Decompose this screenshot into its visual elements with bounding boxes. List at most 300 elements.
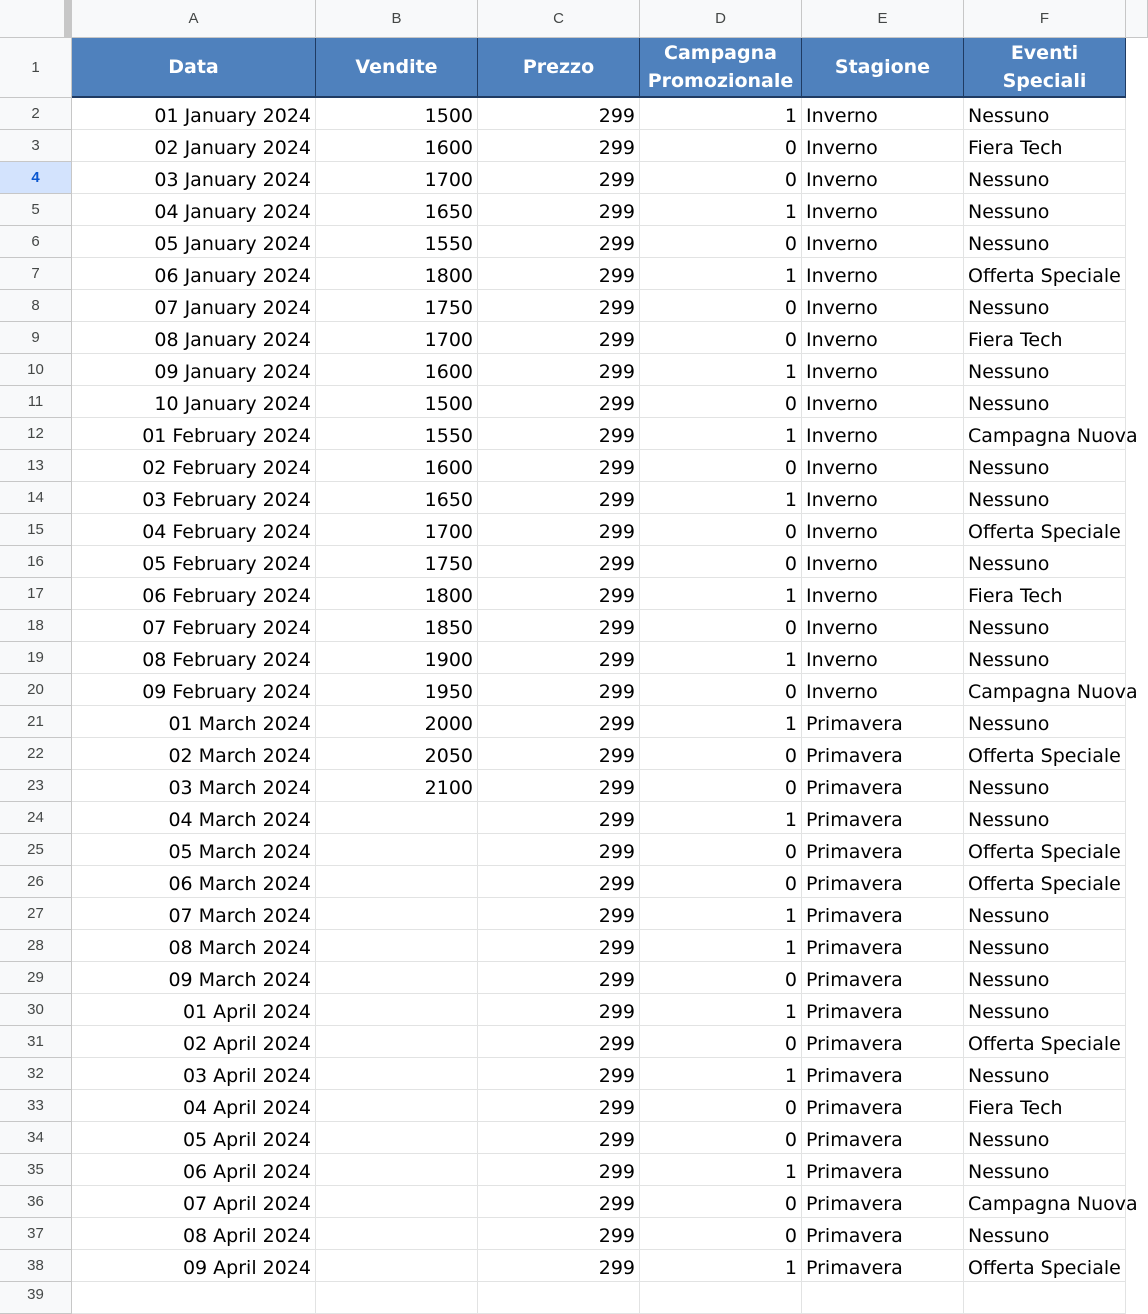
- cell-data[interactable]: 02 April 2024: [72, 1026, 316, 1058]
- cell-stagione[interactable]: Inverno: [802, 546, 964, 578]
- cell-prezzo[interactable]: 299: [478, 130, 640, 162]
- column-header-e[interactable]: E: [802, 0, 964, 38]
- cell-campagna[interactable]: 1: [640, 930, 802, 962]
- cell-campagna[interactable]: 1: [640, 258, 802, 290]
- cell-vendite[interactable]: 1700: [316, 162, 478, 194]
- table-row: [0, 866, 1126, 898]
- cell-campagna[interactable]: 0: [640, 1218, 802, 1250]
- cell-stagione[interactable]: Inverno: [802, 162, 964, 194]
- cell-prezzo[interactable]: 299: [478, 1154, 640, 1186]
- cell-campagna[interactable]: 0: [640, 514, 802, 546]
- cell-stagione[interactable]: Inverno: [802, 482, 964, 514]
- cell-data[interactable]: 09 February 2024: [72, 674, 316, 706]
- cell-vendite[interactable]: [316, 1154, 478, 1186]
- cell-stagione[interactable]: Primavera: [802, 706, 964, 738]
- cell-vendite[interactable]: 1700: [316, 514, 478, 546]
- cell-campagna[interactable]: 1: [640, 354, 802, 386]
- cell-vendite[interactable]: [316, 962, 478, 994]
- cell-stagione[interactable]: Primavera: [802, 1186, 964, 1218]
- cell-prezzo[interactable]: 299: [478, 194, 640, 226]
- cell-prezzo[interactable]: 299: [478, 738, 640, 770]
- cell-campagna[interactable]: 0: [640, 290, 802, 322]
- header-cell-data[interactable]: Data: [72, 38, 316, 98]
- cell-eventi[interactable]: Nessuno: [964, 898, 1126, 930]
- cell-vendite[interactable]: [316, 1026, 478, 1058]
- row-header[interactable]: 14: [0, 482, 72, 514]
- row-header[interactable]: 23: [0, 770, 72, 802]
- cell-vendite[interactable]: 2000: [316, 706, 478, 738]
- cell-stagione[interactable]: Primavera: [802, 994, 964, 1026]
- row-header[interactable]: 28: [0, 930, 72, 962]
- cell-data[interactable]: 07 March 2024: [72, 898, 316, 930]
- cell-stagione[interactable]: Inverno: [802, 354, 964, 386]
- cell-campagna[interactable]: 1: [640, 1250, 802, 1282]
- row-header[interactable]: 16: [0, 546, 72, 578]
- cell-prezzo[interactable]: 299: [478, 482, 640, 514]
- cell-data[interactable]: 04 March 2024: [72, 802, 316, 834]
- cell-eventi[interactable]: Nessuno: [964, 226, 1126, 258]
- sheet-rows: [0, 38, 1138, 1314]
- row-header[interactable]: 32: [0, 1058, 72, 1090]
- cell-data[interactable]: 08 February 2024: [72, 642, 316, 674]
- cell-prezzo[interactable]: 299: [478, 1186, 640, 1218]
- cell-campagna[interactable]: 1: [640, 1154, 802, 1186]
- cell-prezzo[interactable]: 299: [478, 834, 640, 866]
- cell-eventi[interactable]: Nessuno: [964, 354, 1126, 386]
- cell-campagna[interactable]: 1: [640, 1058, 802, 1090]
- cell-eventi[interactable]: Nessuno: [964, 1154, 1126, 1186]
- cell-stagione[interactable]: Primavera: [802, 834, 964, 866]
- cell-stagione[interactable]: Primavera: [802, 1122, 964, 1154]
- cell-stagione[interactable]: Inverno: [802, 226, 964, 258]
- empty-cell[interactable]: [72, 1282, 316, 1314]
- cell-campagna[interactable]: 0: [640, 546, 802, 578]
- cell-stagione[interactable]: Inverno: [802, 194, 964, 226]
- cell-eventi[interactable]: Offerta Speciale: [964, 834, 1126, 866]
- cell-eventi[interactable]: Fiera Tech: [964, 130, 1126, 162]
- cell-data[interactable]: 03 March 2024: [72, 770, 316, 802]
- cell-data[interactable]: 06 January 2024: [72, 258, 316, 290]
- cell-vendite[interactable]: 1600: [316, 130, 478, 162]
- cell-eventi[interactable]: Nessuno: [964, 770, 1126, 802]
- cell-data[interactable]: 10 January 2024: [72, 386, 316, 418]
- cell-campagna[interactable]: 1: [640, 418, 802, 450]
- cell-campagna[interactable]: 1: [640, 642, 802, 674]
- row-header[interactable]: 37: [0, 1218, 72, 1250]
- cell-data[interactable]: 01 February 2024: [72, 418, 316, 450]
- cell-prezzo[interactable]: 299: [478, 994, 640, 1026]
- cell-prezzo[interactable]: 299: [478, 802, 640, 834]
- cell-data[interactable]: 04 February 2024: [72, 514, 316, 546]
- row-header[interactable]: 3: [0, 130, 72, 162]
- cell-prezzo[interactable]: 299: [478, 386, 640, 418]
- row-header[interactable]: 17: [0, 578, 72, 610]
- row-header[interactable]: 30: [0, 994, 72, 1026]
- cell-prezzo[interactable]: 299: [478, 514, 640, 546]
- cell-prezzo[interactable]: 299: [478, 354, 640, 386]
- cell-data[interactable]: 03 January 2024: [72, 162, 316, 194]
- row-header[interactable]: 36: [0, 1186, 72, 1218]
- cell-vendite[interactable]: [316, 1090, 478, 1122]
- cell-vendite[interactable]: [316, 898, 478, 930]
- cell-campagna[interactable]: 1: [640, 898, 802, 930]
- table-row: [0, 226, 1126, 258]
- cell-vendite[interactable]: [316, 834, 478, 866]
- cell-vendite[interactable]: 1950: [316, 674, 478, 706]
- cell-campagna[interactable]: 0: [640, 226, 802, 258]
- cell-data[interactable]: 09 April 2024: [72, 1250, 316, 1282]
- cell-eventi[interactable]: Offerta Speciale: [964, 1250, 1126, 1282]
- cell-campagna[interactable]: 0: [640, 834, 802, 866]
- cell-vendite[interactable]: [316, 1058, 478, 1090]
- cell-prezzo[interactable]: 299: [478, 450, 640, 482]
- table-row: [0, 290, 1126, 322]
- cell-stagione[interactable]: Primavera: [802, 1026, 964, 1058]
- row-header[interactable]: 4: [0, 162, 72, 194]
- cell-stagione[interactable]: Inverno: [802, 578, 964, 610]
- cell-stagione[interactable]: Inverno: [802, 418, 964, 450]
- cell-campagna[interactable]: 1: [640, 706, 802, 738]
- cell-campagna[interactable]: 0: [640, 866, 802, 898]
- table-row: [0, 1090, 1126, 1122]
- table-row: [0, 482, 1126, 514]
- row-header[interactable]: 12: [0, 418, 72, 450]
- cell-vendite[interactable]: [316, 1122, 478, 1154]
- row-header[interactable]: 21: [0, 706, 72, 738]
- column-header-a[interactable]: A: [72, 0, 316, 38]
- cell-data[interactable]: 05 March 2024: [72, 834, 316, 866]
- row-header[interactable]: 35: [0, 1154, 72, 1186]
- cell-campagna[interactable]: 0: [640, 962, 802, 994]
- cell-campagna[interactable]: 0: [640, 322, 802, 354]
- cell-data[interactable]: 04 January 2024: [72, 194, 316, 226]
- table-row: [0, 578, 1126, 610]
- header-cell-stagione[interactable]: Stagione: [802, 38, 964, 98]
- cell-eventi[interactable]: Nessuno: [964, 386, 1126, 418]
- cell-stagione[interactable]: Primavera: [802, 770, 964, 802]
- cell-eventi[interactable]: Campagna Nuova: [964, 418, 1126, 450]
- header-cell-campagna[interactable]: Campagna Promozionale: [640, 38, 802, 98]
- cell-vendite[interactable]: [316, 1250, 478, 1282]
- cell-prezzo[interactable]: 299: [478, 1218, 640, 1250]
- cell-campagna[interactable]: 1: [640, 98, 802, 130]
- cell-campagna[interactable]: 0: [640, 738, 802, 770]
- cell-eventi[interactable]: Campagna Nuova: [964, 1186, 1126, 1218]
- cell-vendite[interactable]: 1600: [316, 354, 478, 386]
- empty-cell[interactable]: [964, 1282, 1126, 1314]
- cell-data[interactable]: 06 March 2024: [72, 866, 316, 898]
- cell-eventi[interactable]: Nessuno: [964, 290, 1126, 322]
- cell-data[interactable]: 09 March 2024: [72, 962, 316, 994]
- cell-prezzo[interactable]: 299: [478, 898, 640, 930]
- cell-vendite[interactable]: 1600: [316, 450, 478, 482]
- cell-eventi[interactable]: Fiera Tech: [964, 578, 1126, 610]
- cell-prezzo[interactable]: 299: [478, 642, 640, 674]
- cell-data[interactable]: 08 March 2024: [72, 930, 316, 962]
- cell-stagione[interactable]: Inverno: [802, 450, 964, 482]
- table-row: [0, 322, 1126, 354]
- select-all-corner[interactable]: [0, 0, 72, 38]
- cell-vendite[interactable]: 1650: [316, 482, 478, 514]
- table-row: [0, 1282, 1126, 1314]
- row-header[interactable]: 5: [0, 194, 72, 226]
- cell-prezzo[interactable]: 299: [478, 98, 640, 130]
- row-header[interactable]: 39: [0, 1282, 72, 1314]
- cell-vendite[interactable]: 1650: [316, 194, 478, 226]
- cell-data[interactable]: 01 January 2024: [72, 98, 316, 130]
- cell-campagna[interactable]: 1: [640, 194, 802, 226]
- empty-cell[interactable]: [316, 1282, 478, 1314]
- cell-prezzo[interactable]: 299: [478, 866, 640, 898]
- cell-vendite[interactable]: 2100: [316, 770, 478, 802]
- cell-campagna[interactable]: 1: [640, 482, 802, 514]
- cell-data[interactable]: 08 January 2024: [72, 322, 316, 354]
- cell-stagione[interactable]: Inverno: [802, 674, 964, 706]
- cell-prezzo[interactable]: 299: [478, 962, 640, 994]
- cell-stagione[interactable]: Inverno: [802, 386, 964, 418]
- cell-eventi[interactable]: Nessuno: [964, 98, 1126, 130]
- cell-data[interactable]: 07 January 2024: [72, 290, 316, 322]
- cell-data[interactable]: 05 April 2024: [72, 1122, 316, 1154]
- header-cell-eventi[interactable]: Eventi Speciali: [964, 38, 1126, 98]
- cell-prezzo[interactable]: 299: [478, 1122, 640, 1154]
- cell-prezzo[interactable]: 299: [478, 674, 640, 706]
- row-header[interactable]: 2: [0, 98, 72, 130]
- cell-campagna[interactable]: 0: [640, 674, 802, 706]
- cell-eventi[interactable]: Nessuno: [964, 802, 1126, 834]
- cell-campagna[interactable]: 0: [640, 1122, 802, 1154]
- cell-prezzo[interactable]: 299: [478, 706, 640, 738]
- cell-prezzo[interactable]: 299: [478, 1058, 640, 1090]
- cell-eventi[interactable]: Campagna Nuova: [964, 674, 1126, 706]
- cell-campagna[interactable]: 0: [640, 386, 802, 418]
- cell-vendite[interactable]: 1900: [316, 642, 478, 674]
- cell-vendite[interactable]: [316, 866, 478, 898]
- table-row: [0, 258, 1126, 290]
- cell-data[interactable]: 06 February 2024: [72, 578, 316, 610]
- row-header[interactable]: 38: [0, 1250, 72, 1282]
- cell-vendite[interactable]: [316, 930, 478, 962]
- cell-prezzo[interactable]: 299: [478, 162, 640, 194]
- row-header[interactable]: 13: [0, 450, 72, 482]
- header-cell-prezzo[interactable]: Prezzo: [478, 38, 640, 98]
- cell-campagna[interactable]: 0: [640, 770, 802, 802]
- cell-data[interactable]: 07 February 2024: [72, 610, 316, 642]
- row-header[interactable]: 18: [0, 610, 72, 642]
- row-header[interactable]: 7: [0, 258, 72, 290]
- cell-eventi[interactable]: Nessuno: [964, 642, 1126, 674]
- cell-data[interactable]: 03 February 2024: [72, 482, 316, 514]
- cell-stagione[interactable]: Primavera: [802, 898, 964, 930]
- row-header[interactable]: 27: [0, 898, 72, 930]
- empty-cell[interactable]: [802, 1282, 964, 1314]
- cell-campagna[interactable]: 0: [640, 162, 802, 194]
- cell-campagna[interactable]: 1: [640, 578, 802, 610]
- cell-eventi[interactable]: Fiera Tech: [964, 1090, 1126, 1122]
- cell-stagione[interactable]: Primavera: [802, 1090, 964, 1122]
- row-header[interactable]: 34: [0, 1122, 72, 1154]
- row-header[interactable]: 24: [0, 802, 72, 834]
- cell-campagna[interactable]: 0: [640, 1090, 802, 1122]
- row-header[interactable]: 31: [0, 1026, 72, 1058]
- cell-stagione[interactable]: Primavera: [802, 866, 964, 898]
- cell-eventi[interactable]: Nessuno: [964, 482, 1126, 514]
- cell-stagione[interactable]: Inverno: [802, 290, 964, 322]
- row-header[interactable]: 25: [0, 834, 72, 866]
- cell-campagna[interactable]: 0: [640, 1186, 802, 1218]
- cell-stagione[interactable]: Primavera: [802, 802, 964, 834]
- cell-data[interactable]: 03 April 2024: [72, 1058, 316, 1090]
- cell-data[interactable]: 06 April 2024: [72, 1154, 316, 1186]
- cell-eventi[interactable]: Nessuno: [964, 546, 1126, 578]
- cell-campagna[interactable]: 0: [640, 130, 802, 162]
- cell-data[interactable]: 08 April 2024: [72, 1218, 316, 1250]
- cell-data[interactable]: 07 April 2024: [72, 1186, 316, 1218]
- table-header-row: [0, 38, 1126, 98]
- header-cell-vendite[interactable]: Vendite: [316, 38, 478, 98]
- cell-stagione[interactable]: Inverno: [802, 322, 964, 354]
- table-row: [0, 1154, 1126, 1186]
- cell-stagione[interactable]: Inverno: [802, 642, 964, 674]
- table-row: [0, 834, 1126, 866]
- cell-prezzo[interactable]: 299: [478, 770, 640, 802]
- cell-vendite[interactable]: 2050: [316, 738, 478, 770]
- cell-data[interactable]: 02 January 2024: [72, 130, 316, 162]
- cell-vendite[interactable]: 1750: [316, 290, 478, 322]
- cell-vendite[interactable]: 1500: [316, 98, 478, 130]
- cell-stagione[interactable]: Primavera: [802, 962, 964, 994]
- cell-stagione[interactable]: Primavera: [802, 1154, 964, 1186]
- cell-eventi[interactable]: Offerta Speciale: [964, 866, 1126, 898]
- cell-prezzo[interactable]: 299: [478, 930, 640, 962]
- cell-vendite[interactable]: 1500: [316, 386, 478, 418]
- cell-prezzo[interactable]: 299: [478, 258, 640, 290]
- column-header-c[interactable]: C: [478, 0, 640, 38]
- cell-stagione[interactable]: Primavera: [802, 1058, 964, 1090]
- cell-eventi[interactable]: Nessuno: [964, 194, 1126, 226]
- cell-stagione[interactable]: Inverno: [802, 130, 964, 162]
- cell-stagione[interactable]: Primavera: [802, 930, 964, 962]
- cell-eventi[interactable]: Offerta Speciale: [964, 258, 1126, 290]
- row-header[interactable]: 8: [0, 290, 72, 322]
- cell-data[interactable]: 09 January 2024: [72, 354, 316, 386]
- cell-vendite[interactable]: 1800: [316, 258, 478, 290]
- cell-prezzo[interactable]: 299: [478, 546, 640, 578]
- cell-prezzo[interactable]: 299: [478, 578, 640, 610]
- cell-vendite[interactable]: 1550: [316, 226, 478, 258]
- row-header[interactable]: 6: [0, 226, 72, 258]
- cell-campagna[interactable]: 0: [640, 1026, 802, 1058]
- cell-vendite[interactable]: 1700: [316, 322, 478, 354]
- row-header[interactable]: 29: [0, 962, 72, 994]
- row-header[interactable]: 9: [0, 322, 72, 354]
- cell-prezzo[interactable]: 299: [478, 1250, 640, 1282]
- cell-prezzo[interactable]: 299: [478, 610, 640, 642]
- cell-prezzo[interactable]: 299: [478, 1026, 640, 1058]
- cell-data[interactable]: 02 March 2024: [72, 738, 316, 770]
- cell-vendite[interactable]: [316, 1186, 478, 1218]
- row-header[interactable]: 10: [0, 354, 72, 386]
- cell-eventi[interactable]: Nessuno: [964, 962, 1126, 994]
- cell-eventi[interactable]: Nessuno: [964, 1058, 1126, 1090]
- cell-eventi[interactable]: Offerta Speciale: [964, 738, 1126, 770]
- cell-stagione[interactable]: Primavera: [802, 1218, 964, 1250]
- cell-vendite[interactable]: [316, 802, 478, 834]
- cell-campagna[interactable]: 1: [640, 802, 802, 834]
- row-header[interactable]: 15: [0, 514, 72, 546]
- cell-vendite[interactable]: [316, 1218, 478, 1250]
- cell-eventi[interactable]: Nessuno: [964, 610, 1126, 642]
- row-header[interactable]: 11: [0, 386, 72, 418]
- cell-vendite[interactable]: [316, 994, 478, 1026]
- cell-eventi[interactable]: Nessuno: [964, 1218, 1126, 1250]
- cell-prezzo[interactable]: 299: [478, 290, 640, 322]
- cell-eventi[interactable]: Offerta Speciale: [964, 514, 1126, 546]
- cell-prezzo[interactable]: 299: [478, 322, 640, 354]
- row-header[interactable]: 19: [0, 642, 72, 674]
- column-header-g[interactable]: [1126, 0, 1148, 38]
- cell-eventi[interactable]: Nessuno: [964, 706, 1126, 738]
- cell-data[interactable]: 02 February 2024: [72, 450, 316, 482]
- table-row: [0, 386, 1126, 418]
- cell-eventi[interactable]: Nessuno: [964, 930, 1126, 962]
- cell-vendite[interactable]: 1750: [316, 546, 478, 578]
- cell-data[interactable]: 05 February 2024: [72, 546, 316, 578]
- cell-eventi[interactable]: Nessuno: [964, 450, 1126, 482]
- cell-stagione[interactable]: Primavera: [802, 738, 964, 770]
- cell-vendite[interactable]: 1800: [316, 578, 478, 610]
- cell-vendite[interactable]: 1550: [316, 418, 478, 450]
- table-row: [0, 194, 1126, 226]
- column-header-f[interactable]: F: [964, 0, 1126, 38]
- cell-vendite[interactable]: 1850: [316, 610, 478, 642]
- empty-cell[interactable]: [478, 1282, 640, 1314]
- cell-eventi[interactable]: Offerta Speciale: [964, 1026, 1126, 1058]
- cell-eventi[interactable]: Nessuno: [964, 162, 1126, 194]
- column-header-d[interactable]: D: [640, 0, 802, 38]
- row-header[interactable]: 1: [0, 38, 72, 98]
- cell-stagione[interactable]: Inverno: [802, 514, 964, 546]
- cell-data[interactable]: 01 March 2024: [72, 706, 316, 738]
- cell-data[interactable]: 05 January 2024: [72, 226, 316, 258]
- row-header[interactable]: 33: [0, 1090, 72, 1122]
- row-header[interactable]: 22: [0, 738, 72, 770]
- table-row: [0, 418, 1138, 450]
- cell-stagione[interactable]: Inverno: [802, 258, 964, 290]
- cell-prezzo[interactable]: 299: [478, 1090, 640, 1122]
- cell-eventi[interactable]: Nessuno: [964, 1122, 1126, 1154]
- cell-data[interactable]: 04 April 2024: [72, 1090, 316, 1122]
- cell-eventi[interactable]: Fiera Tech: [964, 322, 1126, 354]
- cell-stagione[interactable]: Inverno: [802, 610, 964, 642]
- freeze-handle[interactable]: [64, 0, 72, 38]
- cell-stagione[interactable]: Primavera: [802, 1250, 964, 1282]
- cell-prezzo[interactable]: 299: [478, 418, 640, 450]
- table-row: [0, 1122, 1126, 1154]
- row-header[interactable]: 20: [0, 674, 72, 706]
- cell-campagna[interactable]: 1: [640, 994, 802, 1026]
- cell-stagione[interactable]: Inverno: [802, 98, 964, 130]
- cell-eventi[interactable]: Nessuno: [964, 994, 1126, 1026]
- table-row: [0, 1250, 1126, 1282]
- cell-data[interactable]: 01 April 2024: [72, 994, 316, 1026]
- column-header-b[interactable]: B: [316, 0, 478, 38]
- empty-cell[interactable]: [640, 1282, 802, 1314]
- row-header[interactable]: 26: [0, 866, 72, 898]
- cell-prezzo[interactable]: 299: [478, 226, 640, 258]
- cell-campagna[interactable]: 0: [640, 450, 802, 482]
- cell-campagna[interactable]: 0: [640, 610, 802, 642]
